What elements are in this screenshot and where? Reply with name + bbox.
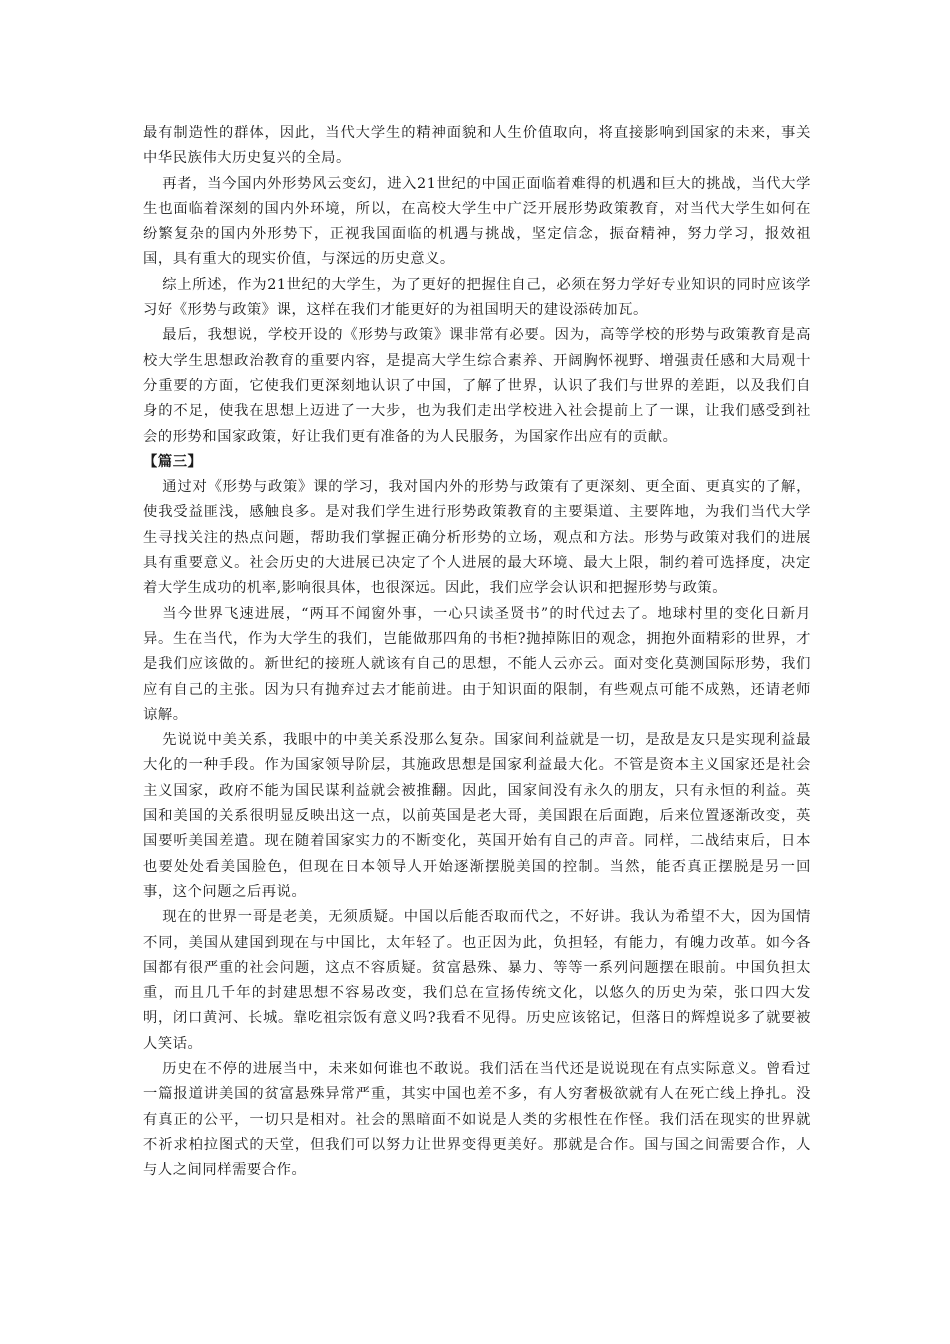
section-heading-part-three: 【篇三】 (143, 453, 203, 470)
paragraph-2: 再者，当今国内外形势风云变幻，进入21世纪的中国正面临着难得的机遇和巨大的挑战，当代大学生也面临着深刻的国内外环境，所以，在高校大学生中广泛开展形势政策教育，对当代大学生如何在纷繁复杂的国内外形势下，正视我国面临的机遇与挑战，坚定信念，振奋精神，努力学习，报效祖国，具有重大的现实价值，与深远的历史意义。 (143, 175, 811, 268)
paragraph-8: 现在的世界一哥是老美，无须质疑。中国以后能否取而代之，不好讲。我认为希望不大，因为国情不同，美国从建国到现在与中国比，太年轻了。也正因为此，负担轻，有能力，有魄力改革。如今各国都有很严重的社会问题，这点不容质疑。贫富悬殊、暴力、等等一系列问题摆在眼前。中国负担太重，而且几千年的封建思想不容易改变，我们总在宣扬传统文化，以悠久的历史为荣，张口四大发明，闭口黄河、长城。靠吃祖宗饭有意义吗?我看不见得。历史应该铭记，但落日的辉煌说多了就要被人笑话。 (143, 909, 811, 1052)
paragraph-5: 通过对《形势与政策》课的学习，我对国内外的形势与政策有了更深刻、更全面、更真实的了解，使我受益匪浅，感触良多。是对我们学生进行形势政策教育的主要渠道、主要阵地，为我们当代大学生寻找关注的热点问题，帮助我们掌握正确分析形势的立场，观点和方法。形势与政策对我们的进展具有重要意义。社会历史的大进展已决定了个人进展的最大环境、最大上限，制约着可选择度，决定着大学生成功的机率,影响很具体，也很深远。因此，我们应学会认识和把握形势与政策。 (143, 479, 811, 597)
paragraph-4: 最后，我想说，学校开设的《形势与政策》课非常有必要。因为，高等学校的形势与政策教育是高校大学生思想政治教育的重要内容，是提高大学生综合素养、开阔胸怀视野、增强责任感和大局观十分重要的方面，它使我们更深刻地认识了中国，了解了世界，认识了我们与世界的差距，以及我们自身的不足，使我在思想上迈进了一大步，也为我们走出学校进入社会提前上了一课，让我们感受到社会的形势和国家政策，好让我们更有准备的为人民服务，为国家作出应有的贡献。 (143, 327, 811, 445)
paragraph-1: 最有制造性的群体，因此，当代大学生的精神面貌和人生价值取向，将直接影响到国家的未来，事关中华民族伟大历史复兴的全局。 (143, 125, 811, 167)
paragraph-3: 综上所述，作为21世纪的大学生，为了更好的把握住自己，必须在努力学好专业知识的同时应该学习好《形势与政策》课，这样在我们才能更好的为祖国明天的建设添砖加瓦。 (143, 276, 811, 319)
paragraph-7: 先说说中美关系，我眼中的中美关系没那么复杂。国家间利益就是一切，是敌是友只是实现利益最大化的一种手段。作为国家领导阶层，其施政思想是国家利益最大化。不管是资本主义国家还是社会主义国家，政府不能为国民谋利益就会被推翻。因此，国家间没有永久的朋友，只有永恒的利益。英国和美国的关系很明显反映出这一点，以前英国是老大哥，美国跟在后面跑，后来位置逐渐改变，英国要听美国差遣。现在随着国家实力的不断变化，英国开始有自己的声音。同样，二战结束后，日本也要处处看美国脸色，但现在日本领导人开始逐渐摆脱美国的控制。当然，能否真正摆脱是另一回事，这个问题之后再说。 (143, 732, 811, 900)
paragraph-9: 历史在不停的进展当中，未来如何谁也不敢说。我们活在当代还是说说现在有点实际意义。曾看过一篇报道讲美国的贫富悬殊异常严重，其实中国也差不多，有人穷奢极欲就有人在死亡线上挣扎。没有真正的公平，一切只是相对。社会的黑暗面不如说是人类的劣根性在作怪。我们活在现实的世界就不祈求柏拉图式的天堂，但我们可以努力让世界变得更美好。那就是合作。国与国之间需要合作，人与人之间同样需要合作。 (143, 1060, 811, 1179)
paragraph-6: 当今世界飞速进展，“两耳不闻窗外事，一心只读圣贤书”的时代过去了。地球村里的变化日新月异。生在当代，作为大学生的我们，岂能做那四角的书柜?抛掉陈旧的观念，拥抱外面精彩的世界，才是我们应该做的。新世纪的接班人就该有自己的思想，不能人云亦云。面对变化莫测国际形势，我们应有自己的主张。因为只有抛弃过去才能前进。由于知识面的限制，有些观点可能不成熟，还请老师谅解。 (143, 605, 811, 723)
document-page (143, 121, 811, 1183)
